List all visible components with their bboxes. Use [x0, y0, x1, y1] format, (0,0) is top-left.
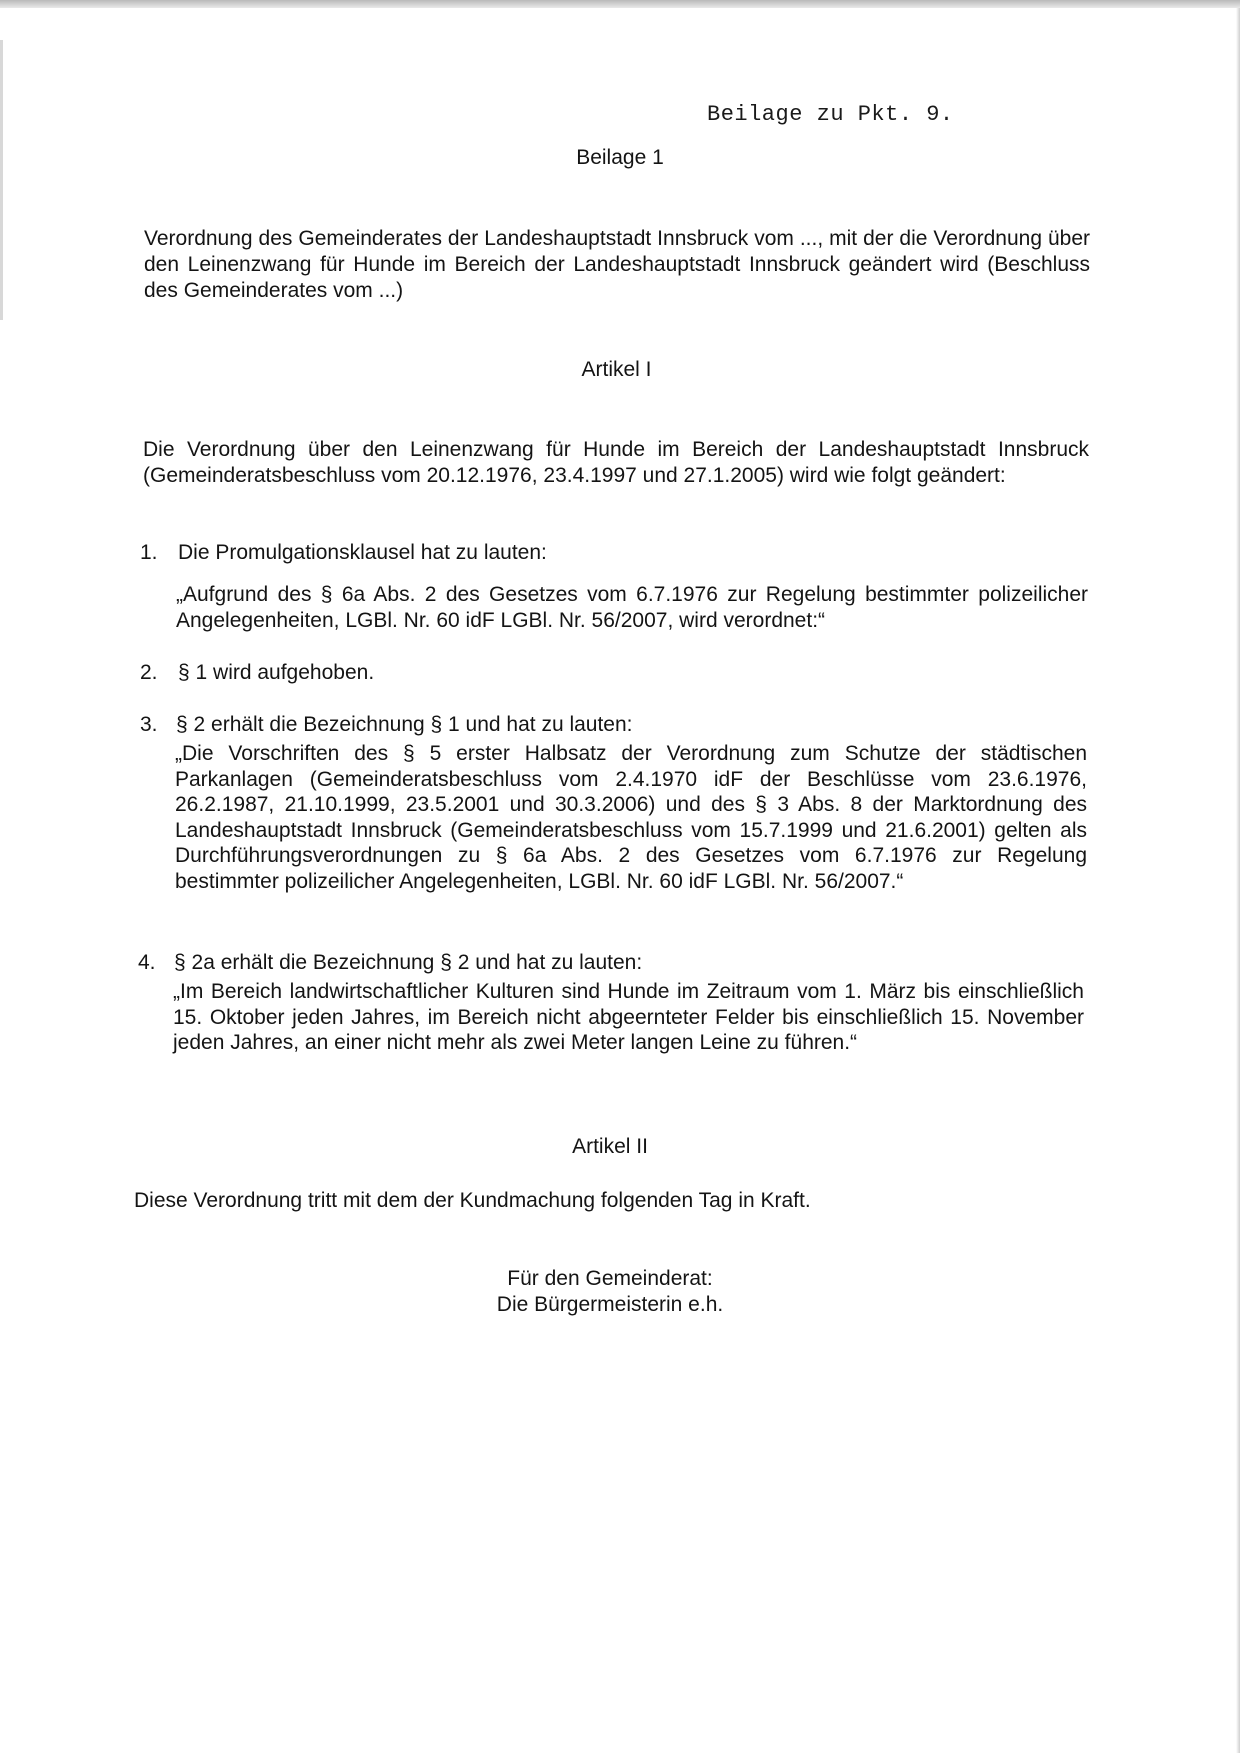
item-2-number: 2. — [140, 661, 158, 684]
article-2-heading: Artikel II — [572, 1135, 648, 1158]
item-2-heading: § 1 wird aufgehoben. — [178, 661, 375, 684]
scan-edge-left — [0, 40, 3, 320]
item-4-text: „Im Bereich landwirtschaftlicher Kulturen sind Hunde im Zeitraum vom 1. März bis einschließlich 15. Oktober jeden Jahres, im Bereich nicht abgeernteter Felder bis einschließlich 15. November jeden Jahres, an einer nicht mehr als zwei Meter langen Leine zu führen.“ — [173, 980, 1084, 1054]
signature-block — [0, 1266, 1220, 1318]
item-4-number: 4. — [138, 951, 156, 974]
scan-edge-right — [1236, 8, 1240, 1753]
item-3-text: „Die Vorschriften des § 5 erster Halbsatz der Verordnung zum Schutze der städtischen Parkanlagen (Gemeinderatsbeschluss vom 2.4.1970 idF der Beschlüsse vom 23.6.1976, 26.2.1987, 21.10.1999, 23.5.2001 und 30.3.2006) und des § 3 Abs. 8 der Marktordnung des Landeshauptstadt Innsbruck (Gemeinderatsbeschluss vom 15.7.1999 und 21.6.2001) gelten als Durchführungsverordnungen zu § 6a Abs. 2 des Gesetzes vom 6.7.1976 zur Regelung bestimmter polizeilicher Angelegenheiten, LGBl. Nr. 60 idF LGBl. Nr. 56/2007.“ — [175, 742, 1087, 893]
ordinance-title: Verordnung des Gemeinderates der Landeshauptstadt Innsbruck vom ..., mit der die Verordnung über den Leinenzwang für Hunde im Bereich der Landeshauptstadt Innsbruck geändert wird (Beschluss des Gemeinderates vom ...) — [144, 227, 1090, 302]
item-4-heading: § 2a erhält die Bezeichnung § 2 und hat zu lauten: — [174, 951, 643, 974]
article-2-text: Diese Verordnung tritt mit dem der Kundmachung folgenden Tag in Kraft. — [134, 1189, 811, 1212]
item-3-heading: § 2 erhält die Bezeichnung § 1 und hat zu lauten: — [176, 713, 633, 736]
item-1-number: 1. — [140, 541, 158, 564]
item-1-text: „Aufgrund des § 6a Abs. 2 des Gesetzes vom 6.7.1976 zur Regelung bestimmter polizeilicher Angelegenheiten, LGBl. Nr. 60 idF LGBl. Nr. 56/2007, wird verordnet:“ — [176, 583, 1088, 632]
article-1-heading: Artikel I — [581, 358, 652, 381]
signature-line-2: Die Bürgermeisterin e.h. — [496, 1293, 724, 1316]
article-1-intro: Die Verordnung über den Leinenzwang für Hunde im Bereich der Landeshauptstadt Innsbruck (Gemeinderatsbeschluss vom 20.12.1976, 23.4.1997 und 27.1.2005) wird wie folgt geändert: — [143, 438, 1089, 487]
item-1-heading: Die Promulgationsklausel hat zu lauten: — [178, 541, 547, 564]
signature-line-1: Für den Gemeinderat: — [507, 1267, 713, 1290]
item-3-number: 3. — [140, 713, 158, 736]
attachment-stamp: Beilage zu Pkt. 9. — [707, 102, 954, 127]
scan-edge-top — [0, 0, 1240, 8]
attachment-title: Beilage 1 — [576, 146, 664, 169]
